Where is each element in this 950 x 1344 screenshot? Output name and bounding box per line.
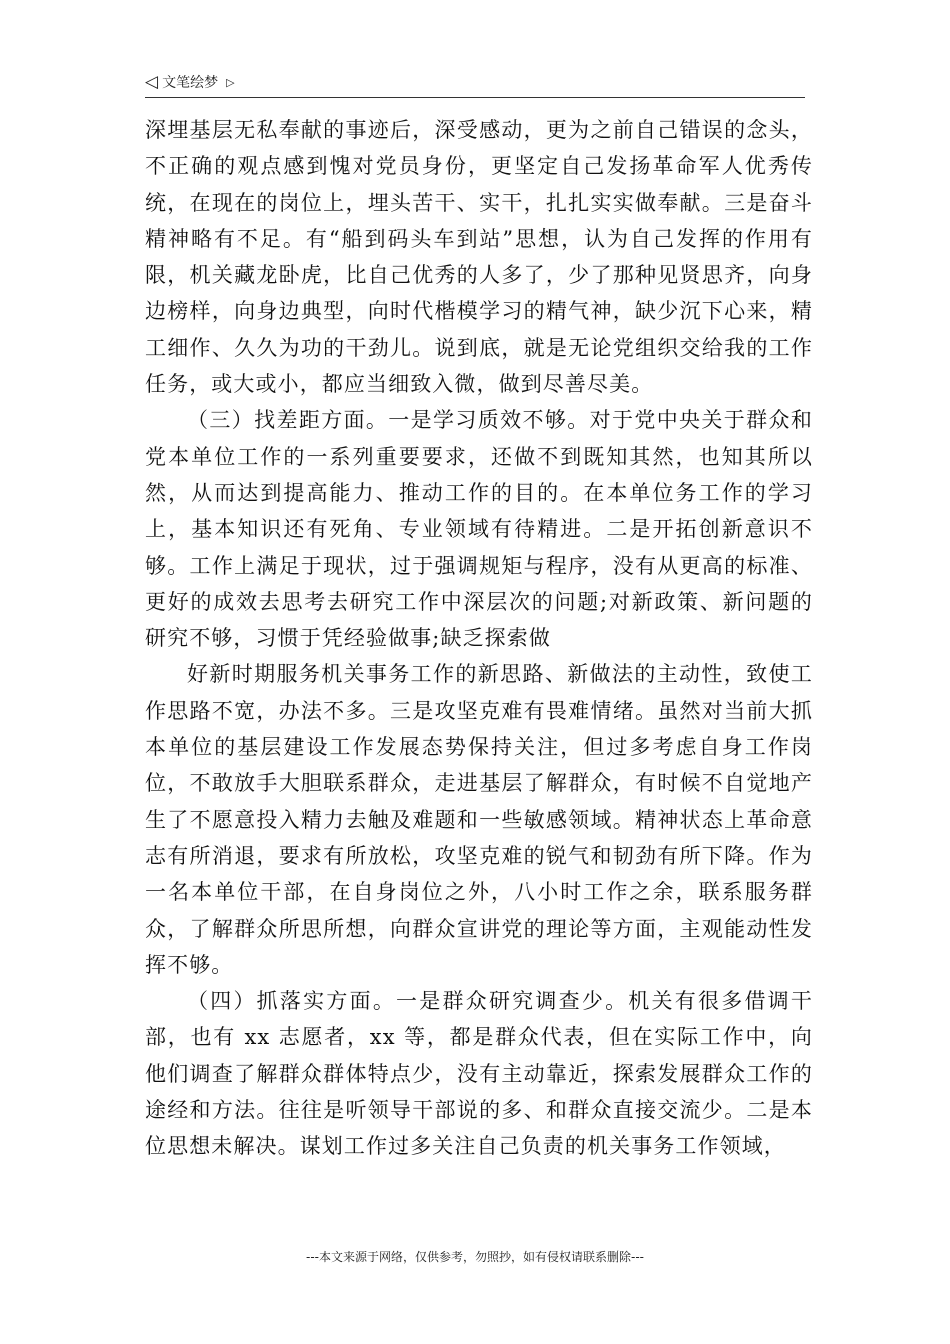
paragraph-4: （四）抓落实方面。一是群众研究调查少。机关有很多借调干部，也有 xx 志愿者，xx 等，都是群众代表，但在实际工作中，向他们调查了解群众群体特点少，没有主动靠近，探索发展群众工作的途经和方法。往往是听领导干部说的多、和群众直接交流少。二是本位思想未解决。谋划工作过多关注自己负责的机关事务工作领域， xyxy=(145,989,813,1159)
triangle-right-icon: ▷ xyxy=(226,75,235,89)
header-rule xyxy=(145,97,805,98)
header xyxy=(145,72,235,92)
triangle-left-icon: ◁ xyxy=(145,71,159,92)
paragraph-2: （三）找差距方面。一是学习质效不够。对于党中央关于群众和党本单位工作的一系列重要要求，还做不到既知其然，也知其所以然，从而达到提高能力、推动工作的目的。在本单位务工作的学习上，基本知识还有死角、专业领域有待精进。二是开拓创新意识不够。工作上满足于现状，过于强调规矩与程序，没有从更高的标准、更好的成效去思考去研究工作中深层次的问题;对新政策、新问题的研究不够，习惯于凭经验做事;缺乏探索做 xyxy=(145,408,813,651)
paragraph-1: 深埋基层无私奉献的事迹后，深受感动，更为之前自己错误的念头，不正确的观点感到愧对党员身份，更坚定自己发扬革命军人优秀传统，在现在的岗位上，埋头苦干、实干，扎扎实实做奉献。三是奋斗精神略有不足。有“船到码头车到站”思想，认为自己发挥的作用有限，机关藏龙卧虎，比自己优秀的人多了，少了那种见贤思齐，向身边榜样，向身边典型，向时代楷模学习的精气神，缺少沉下心来，精工细作、久久为功的干劲儿。说到底，就是无论党组织交给我的工作任务，或大或小，都应当细致入微，做到尽善尽美。 xyxy=(145,118,813,397)
document-body xyxy=(145,112,813,1165)
paragraph-3: 好新时期服务机关事务工作的新思路、新做法的主动性，致使工作思路不宽，办法不多。三是攻坚克难有畏难情绪。虽然对当前大抓本单位的基层建设工作发展态势保持关注，但过多考虑自身工作岗位，不敢放手大胆联系群众，走进基层了解群众，有时候不自觉地产生了不愿意投入精力去触及难题和一些敏感领域。精神状态上革命意志有所消退，要求有所放松，攻坚克难的锐气和韧劲有所下降。作为一名本单位干部，在自身岗位之外，八小时工作之余，联系服务群众，了解群众所思所想，向群众宣讲党的理论等方面，主观能动性发挥不够。 xyxy=(145,662,813,977)
header-title: 文笔绘梦 xyxy=(162,75,219,91)
footer-disclaimer: ---本文来源于网络，仅供参考，勿照抄，如有侵权请联系删除--- xyxy=(306,1250,644,1264)
